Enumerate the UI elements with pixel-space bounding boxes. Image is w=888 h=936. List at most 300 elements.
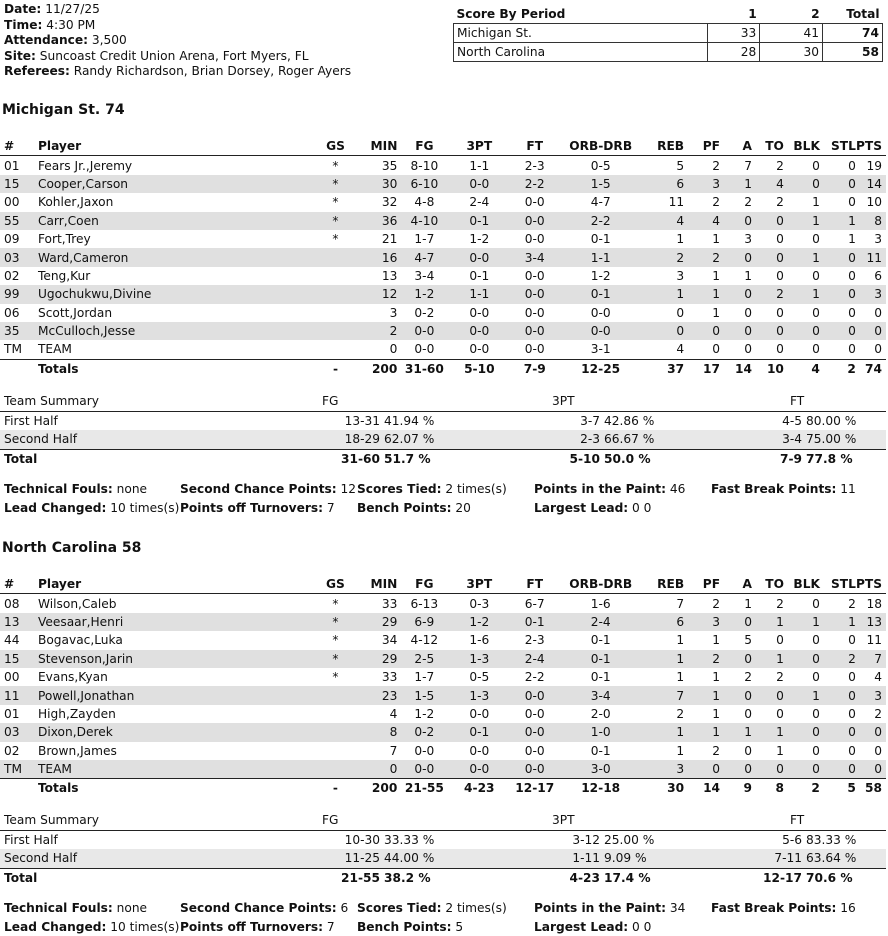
cell--: 13	[0, 613, 38, 631]
cell-reb: 0	[639, 322, 684, 340]
cell-gs: *	[332, 195, 339, 210]
cell-to: 0	[752, 322, 784, 340]
cell-stl: 0	[820, 686, 856, 704]
cell-gs	[318, 322, 354, 340]
cell-3pt: 0-0	[469, 342, 490, 357]
cell-to: 0	[752, 212, 784, 230]
summary-cell: 12-17	[738, 868, 802, 887]
cell-pts: PTS	[856, 575, 886, 594]
cell-pf: 0	[684, 322, 720, 340]
cell-3pt: 0-0	[451, 760, 507, 779]
cell-gs: *	[317, 613, 353, 631]
cell-to: TO	[752, 137, 784, 156]
cell-reb: REB	[639, 137, 684, 156]
cell-orb-drb: 4-7	[590, 195, 611, 210]
cell-a: 9	[720, 779, 752, 798]
summary-cell: 80.00 %	[806, 413, 857, 428]
cell-blk: 0	[812, 706, 820, 721]
cell-pf: 1	[712, 633, 721, 648]
summary-row-first-half	[0, 411, 886, 430]
summary-cell: 33.33 %	[384, 832, 435, 847]
cell-min: MIN	[353, 575, 397, 594]
cell-player: High,Zayden	[37, 706, 116, 721]
cell-gs: *	[332, 232, 339, 247]
misc-stat	[4, 920, 179, 934]
cell-pf: 3	[684, 613, 720, 631]
table-row	[0, 631, 886, 649]
cell--: #	[0, 137, 38, 156]
cell-fg: 0-0	[414, 743, 435, 758]
cell-blk: 0	[784, 760, 820, 779]
misc-stat	[357, 501, 471, 515]
cell-fg: FG	[397, 137, 451, 156]
team-summary-header	[0, 811, 886, 830]
misc-stat-label: Lead Changed:	[4, 920, 107, 934]
misc-stat-value: 20	[455, 501, 471, 515]
score-by-period-table	[453, 5, 883, 62]
cell-to: 0	[776, 232, 784, 247]
misc-stat	[534, 501, 651, 515]
summary-row-second-half	[0, 430, 886, 449]
misc-stat	[711, 901, 856, 915]
cell-player: Cooper,Carson	[38, 175, 318, 193]
cell-a: 1	[720, 723, 752, 741]
cell-pts: 0	[856, 723, 886, 741]
misc-stat	[357, 920, 463, 934]
cell-stl: 0	[820, 248, 856, 266]
misc-stat-label: Largest Lead:	[534, 501, 629, 515]
summary-header-cell: Team Summary	[0, 811, 290, 830]
box-score-table-north-carolina	[0, 575, 886, 798]
table-row	[0, 668, 886, 686]
cell-pf: 1	[712, 706, 721, 721]
misc-stat-value: 0 0	[632, 920, 652, 934]
cell-min: 29	[353, 613, 397, 631]
totals-row	[0, 359, 886, 378]
summary-header-cell: 3PT	[522, 392, 738, 411]
cell-blk: 2	[784, 779, 820, 798]
cell-gs	[317, 742, 353, 760]
cell-pf: 1	[684, 285, 720, 303]
cell-orb-drb: 2-4	[562, 613, 639, 631]
cell-a: 0	[720, 650, 752, 668]
cell-gs	[318, 304, 354, 322]
cell-a: 2	[744, 670, 752, 685]
cell-pts: 3	[856, 686, 886, 704]
cell-ft: 0-0	[507, 686, 562, 704]
cell-gs	[317, 760, 353, 779]
table-row	[0, 340, 886, 359]
cell-stl: 0	[820, 723, 856, 741]
cell-to: 4	[752, 175, 784, 193]
misc-stat-value: 6	[340, 901, 349, 915]
cell--: 00	[4, 195, 20, 210]
cell-to: 0	[776, 342, 784, 357]
cell-reb: 37	[639, 359, 684, 378]
cell-a: 0	[744, 743, 752, 758]
cell-min: 23	[353, 686, 397, 704]
cell-ft: 2-2	[524, 670, 545, 685]
cell-to: 0	[776, 706, 784, 721]
cell-blk: 0	[812, 268, 820, 283]
cell-player: Player	[38, 575, 318, 594]
cell-stl: 1	[820, 613, 856, 631]
cell-pts: 19	[866, 158, 882, 173]
cell-to: 2	[776, 670, 784, 685]
cell-player: Ugochukwu,Divine	[38, 285, 318, 303]
cell-player: Stevenson,Jarin	[38, 650, 318, 668]
cell-reb: 5	[676, 158, 685, 173]
cell-ft: 3-4	[507, 248, 562, 266]
cell-pts: 0	[874, 743, 882, 758]
cell-3pt: 0-1	[451, 212, 507, 230]
cell-min: MIN	[353, 137, 397, 156]
cell-3pt: 0-0	[451, 248, 507, 266]
cell-fg: 1-5	[397, 686, 451, 704]
cell-reb: 1	[676, 633, 685, 648]
cell-pf: 3	[684, 175, 720, 193]
cell--	[0, 779, 38, 798]
cell-player: Powell,Jonathan	[38, 686, 318, 704]
cell-a: 1	[744, 268, 752, 283]
team-summary-header	[0, 392, 886, 411]
cell-player: Wilson,Caleb	[37, 596, 117, 611]
misc-stat	[180, 482, 356, 496]
misc-stat-value: 10 times(s)	[110, 920, 180, 934]
cell-min: 4	[389, 706, 398, 721]
cell-3pt: 0-3	[469, 596, 490, 611]
cell-orb-drb: 3-1	[590, 342, 611, 357]
cell-gs: *	[318, 212, 354, 230]
cell-blk: 0	[812, 670, 820, 685]
cell-orb-drb: 3-4	[562, 686, 639, 704]
cell-ft: 0-1	[507, 613, 562, 631]
cell-a: 0	[744, 342, 752, 357]
cell-gs	[317, 686, 353, 704]
cell-3pt: 1-1	[469, 158, 490, 173]
misc-stat-value: none	[116, 901, 148, 915]
summary-cell: 66.67 %	[600, 430, 738, 449]
cell-3pt: 3PT	[451, 575, 507, 594]
cell-reb: 11	[668, 195, 685, 210]
cell-orb-drb: 3-0	[562, 760, 639, 779]
cell-min: 35	[381, 158, 398, 173]
cell-fg: 4-7	[397, 248, 451, 266]
summary-cell: Second Half	[0, 849, 290, 868]
summary-cell: 18-29	[290, 430, 380, 449]
cell-orb-drb: 1-2	[590, 268, 611, 283]
summary-row-total	[0, 449, 886, 468]
cell-a: 0	[720, 760, 752, 779]
summary-cell: 7-11	[738, 849, 802, 868]
misc-stat-label: Fast Break Points:	[711, 901, 837, 915]
summary-cell: 4-5	[782, 413, 802, 428]
cell-blk: 0	[812, 232, 820, 247]
cell-player: Kohler,Jaxon	[37, 195, 114, 210]
summary-cell: 5-10	[522, 449, 600, 468]
cell--: 02	[4, 743, 20, 758]
summary-row-first-half	[0, 830, 886, 849]
cell-blk: 1	[784, 212, 820, 230]
cell-pts: 3	[856, 285, 886, 303]
cell-a: A	[720, 137, 752, 156]
cell-3pt: 0-0	[469, 706, 490, 721]
cell-gs	[317, 705, 353, 723]
cell-to: 2	[752, 285, 784, 303]
team-summary-table-north-carolina	[0, 811, 886, 887]
cell-ft: 2-3	[524, 633, 545, 648]
cell-min: 3	[389, 305, 398, 320]
cell-gs: *	[317, 650, 353, 668]
cell-orb-drb: ORB-DRB	[562, 137, 639, 156]
misc-stat	[180, 920, 335, 934]
cell-player: McCulloch,Jesse	[38, 322, 318, 340]
cell-stl: 0	[848, 633, 856, 648]
cell-blk: 1	[784, 248, 820, 266]
cell-stl: STL	[820, 137, 856, 156]
cell-player: Totals	[38, 359, 318, 378]
cell-min: 0	[389, 342, 398, 357]
cell-blk: 0	[812, 596, 820, 611]
table-row	[0, 705, 886, 723]
cell-pf: 17	[684, 359, 720, 378]
summary-cell: 7-9	[738, 449, 802, 468]
summary-cell: 11-25	[290, 849, 380, 868]
cell-3pt: 0-0	[451, 175, 507, 193]
cell-fg: 4-8	[414, 195, 435, 210]
summary-cell: First Half	[4, 832, 58, 847]
cell--: 15	[0, 175, 38, 193]
misc-stat-label: Points in the Paint:	[534, 901, 666, 915]
cell-pts: 74	[856, 359, 886, 378]
cell-reb: 0	[676, 305, 685, 320]
cell-fg: 4-12	[410, 633, 439, 648]
cell-blk: 1	[784, 613, 820, 631]
cell-gs: -	[318, 359, 354, 378]
cell-reb: 6	[639, 175, 684, 193]
cell-ft: 0-0	[524, 268, 545, 283]
cell-gs	[318, 248, 354, 266]
misc-stat-value: 10 times(s)	[110, 501, 180, 515]
cell-player: Bogavac,Luka	[37, 633, 123, 648]
misc-stat-value: 16	[840, 901, 856, 915]
cell-player: Ward,Cameron	[38, 248, 318, 266]
cell-fg: 0-0	[397, 322, 451, 340]
cell-player: Evans,Kyan	[37, 670, 108, 685]
cell-ft: 0-0	[507, 212, 562, 230]
cell-a: 5	[744, 633, 752, 648]
misc-stat-label: Fast Break Points:	[711, 482, 837, 496]
cell-to: 1	[752, 613, 784, 631]
misc-stat-label: Lead Changed:	[4, 501, 107, 515]
cell-min: 36	[353, 212, 397, 230]
site-line: Site: Suncoast Credit Union Arena, Fort Myers, FL	[4, 48, 309, 63]
cell-a: 0	[720, 248, 752, 266]
misc-stat	[180, 901, 348, 915]
summary-cell: Second Half	[0, 430, 290, 449]
cell-pts: 0	[874, 342, 882, 357]
cell-blk: 0	[812, 305, 820, 320]
cell-stl: 0	[848, 670, 856, 685]
team-title-north-carolina: North Carolina 58	[2, 540, 142, 556]
cell-player: Brown,James	[37, 743, 117, 758]
cell-pf: 1	[684, 686, 720, 704]
cell-orb-drb: 0-1	[562, 650, 639, 668]
misc-stat	[357, 901, 507, 915]
cell-blk: BLK	[784, 575, 820, 594]
cell-gs: *	[332, 158, 339, 173]
cell-reb: 7	[676, 596, 685, 611]
cell-a: 0	[744, 706, 752, 721]
summary-cell: 77.8 %	[802, 449, 886, 468]
summary-header-cell: FG	[290, 392, 522, 411]
cell-fg: 6-9	[397, 613, 451, 631]
cell-min: 33	[381, 596, 398, 611]
misc-stat-value: 11	[840, 482, 856, 496]
cell-fg: 3-4	[414, 268, 435, 283]
cell-orb-drb: 1-0	[562, 723, 639, 741]
cell-ft: 0-0	[524, 743, 545, 758]
summary-cell: 70.6 %	[802, 868, 886, 887]
cell-fg: 1-7	[414, 232, 435, 247]
time-line: Time: 4:30 PM	[4, 17, 96, 32]
cell-pf: 1	[712, 268, 721, 283]
cell-to: 0	[752, 248, 784, 266]
cell-reb: 30	[639, 779, 684, 798]
cell-to: 0	[776, 268, 784, 283]
summary-header-cell: 3PT	[522, 811, 738, 830]
summary-cell: 83.33 %	[806, 832, 857, 847]
cell-pts: 0	[856, 322, 886, 340]
cell-a: 2	[744, 195, 752, 210]
misc-stat-label: Largest Lead:	[534, 920, 629, 934]
cell-stl: 0	[820, 322, 856, 340]
score-by-period-header: Score By Period 1 2 Total	[456, 7, 880, 21]
score-row-north-carolina: North Carolina 28 30 58	[454, 43, 883, 62]
cell-fg: 1-2	[397, 285, 451, 303]
cell-pf: 2	[712, 743, 721, 758]
cell-3pt: 1-2	[469, 232, 490, 247]
cell-fg: 4-10	[397, 212, 451, 230]
table-row	[0, 322, 886, 340]
cell-gs	[317, 723, 353, 741]
summary-cell: 13-31	[344, 413, 380, 428]
summary-cell: 10-30	[344, 832, 380, 847]
cell-orb-drb: 1-5	[562, 175, 639, 193]
cell-fg: 1-2	[414, 706, 435, 721]
team-title-michigan-st: Michigan St. 74	[2, 102, 125, 118]
summary-cell: 41.94 %	[384, 413, 435, 428]
misc-stat	[180, 501, 335, 515]
summary-header-cell: FG	[290, 811, 522, 830]
cell-blk: 1	[784, 686, 820, 704]
cell--: 11	[0, 686, 38, 704]
cell--: 00	[4, 670, 20, 685]
cell-orb-drb: 2-0	[590, 706, 611, 721]
summary-cell: 50.0 %	[600, 449, 738, 468]
cell--: 35	[0, 322, 38, 340]
cell-ft: 0-0	[524, 305, 545, 320]
cell-3pt: 1-3	[451, 650, 507, 668]
misc-stat-label: Scores Tied:	[357, 482, 442, 496]
cell-pts: 10	[866, 195, 882, 210]
cell-3pt: 0-0	[469, 305, 490, 320]
cell-reb: 3	[676, 268, 685, 283]
cell-pts: 11	[856, 248, 886, 266]
cell-fg: 6-10	[397, 175, 451, 193]
cell-pts: 7	[856, 650, 886, 668]
summary-header-cell: FT	[738, 811, 886, 830]
cell-stl: 0	[820, 760, 856, 779]
cell-a: 0	[744, 305, 752, 320]
cell--: 02	[4, 268, 20, 283]
cell-stl: 0	[848, 706, 856, 721]
cell-min: 30	[353, 175, 397, 193]
summary-cell: 51.7 %	[380, 449, 522, 468]
cell-to: 8	[752, 779, 784, 798]
cell-reb: REB	[639, 575, 684, 594]
table-row	[0, 594, 886, 613]
table-row	[0, 760, 886, 779]
misc-stat-label: Second Chance Points:	[180, 901, 337, 915]
cell-to: 1	[776, 743, 784, 758]
cell-to: 2	[776, 158, 784, 173]
cell-blk: BLK	[784, 137, 820, 156]
cell-pts: 4	[874, 670, 882, 685]
cell-gs	[318, 267, 354, 285]
cell-stl: 0	[848, 305, 856, 320]
summary-cell: 17.4 %	[600, 868, 738, 887]
table-row	[0, 193, 886, 211]
table-row	[0, 613, 886, 631]
cell-to: 0	[776, 633, 784, 648]
cell-player: Teng,Kur	[37, 268, 91, 283]
cell-to: TO	[752, 575, 784, 594]
table-row	[0, 686, 886, 704]
cell-a: 7	[744, 158, 752, 173]
summary-cell: 21-55	[290, 868, 380, 887]
summary-cell: 63.64 %	[802, 849, 886, 868]
cell-fg: 2-5	[397, 650, 451, 668]
cell-3pt: 4-23	[451, 779, 507, 798]
cell-reb: 2	[639, 248, 684, 266]
misc-stat-value: 34	[669, 901, 686, 915]
table-row	[0, 156, 886, 175]
misc-stat-label: Bench Points:	[357, 501, 452, 515]
cell-to: 1	[752, 723, 784, 741]
summary-cell: 9.09 %	[600, 849, 738, 868]
cell-stl: 1	[820, 212, 856, 230]
cell-blk: 0	[784, 322, 820, 340]
cell-a: 0	[720, 285, 752, 303]
cell--: 03	[0, 248, 38, 266]
cell-ft: 0-0	[524, 232, 545, 247]
cell-orb-drb: 0-1	[590, 633, 611, 648]
cell-orb-drb: ORB-DRB	[562, 575, 639, 594]
cell-orb-drb: 2-2	[562, 212, 639, 230]
summary-row-total	[0, 868, 886, 887]
table-row	[0, 304, 886, 322]
cell-pts: 3	[874, 232, 882, 247]
cell-3pt: 0-1	[451, 723, 507, 741]
cell-stl: 0	[848, 268, 856, 283]
cell--: TM	[4, 342, 22, 357]
cell-stl: 0	[848, 743, 856, 758]
cell-pts: 8	[856, 212, 886, 230]
cell-to: 0	[776, 305, 784, 320]
cell-gs: GS	[318, 137, 354, 156]
cell-a: 0	[720, 212, 752, 230]
